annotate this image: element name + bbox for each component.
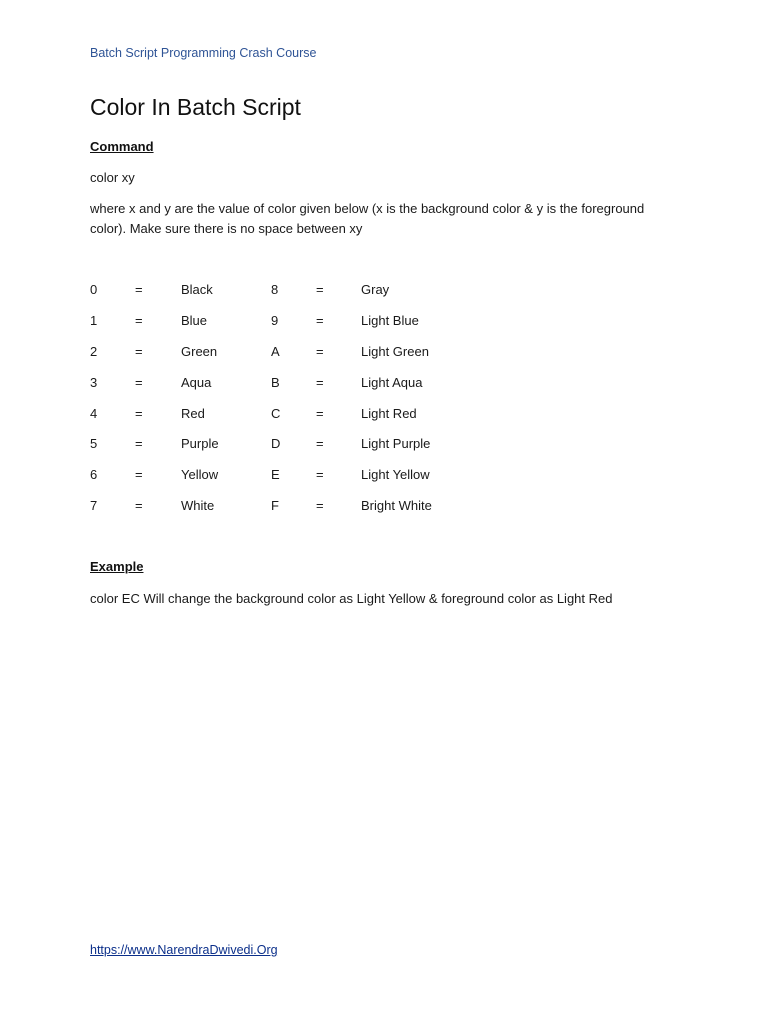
color-code: D bbox=[271, 436, 281, 452]
color-code: 2 bbox=[90, 343, 98, 359]
equals-sign: = bbox=[316, 343, 324, 359]
color-name: Light Aqua bbox=[361, 374, 423, 390]
color-code: 7 bbox=[90, 498, 98, 514]
equals-sign: = bbox=[135, 312, 143, 328]
page-title: Color In Batch Script bbox=[90, 94, 301, 120]
equals-sign: = bbox=[316, 405, 324, 421]
color-row bbox=[90, 404, 490, 435]
color-row bbox=[90, 496, 490, 527]
color-code: 5 bbox=[90, 436, 98, 452]
color-row bbox=[90, 280, 490, 311]
page-header: Batch Script Programming Crash Course bbox=[90, 46, 317, 60]
color-code: F bbox=[271, 498, 279, 514]
color-row bbox=[90, 373, 490, 404]
equals-sign: = bbox=[135, 374, 143, 390]
color-name: Light Purple bbox=[361, 436, 431, 452]
website-link[interactable]: https://www.NarendraDwivedi.Org bbox=[90, 943, 278, 957]
example-text: color EC Will change the background color as Light Yellow & foreground color as Light Red bbox=[90, 591, 613, 606]
color-code-table bbox=[90, 280, 490, 527]
color-name: Purple bbox=[181, 436, 219, 452]
command-syntax: color xy bbox=[90, 170, 135, 185]
color-code: E bbox=[271, 467, 280, 483]
equals-sign: = bbox=[135, 467, 143, 483]
color-code: 3 bbox=[90, 374, 98, 390]
color-code: 4 bbox=[90, 405, 98, 421]
color-row bbox=[90, 434, 490, 465]
color-row bbox=[90, 342, 490, 373]
equals-sign: = bbox=[135, 436, 143, 452]
color-row bbox=[90, 311, 490, 342]
color-name: Light Red bbox=[361, 405, 417, 421]
color-name: Green bbox=[181, 343, 218, 359]
color-code: B bbox=[271, 374, 280, 390]
equals-sign: = bbox=[135, 343, 143, 359]
color-name: Light Green bbox=[361, 343, 429, 359]
color-code: 6 bbox=[90, 467, 98, 483]
color-code: 1 bbox=[90, 312, 98, 328]
equals-sign: = bbox=[316, 467, 324, 483]
color-name: Red bbox=[181, 405, 205, 421]
equals-sign: = bbox=[316, 312, 324, 328]
color-row bbox=[90, 465, 490, 496]
equals-sign: = bbox=[316, 498, 324, 514]
color-name: Light Blue bbox=[361, 312, 419, 328]
color-name: Bright White bbox=[361, 498, 432, 514]
equals-sign: = bbox=[316, 436, 324, 452]
equals-sign: = bbox=[135, 498, 143, 514]
equals-sign: = bbox=[316, 374, 324, 390]
equals-sign: = bbox=[316, 282, 324, 297]
color-code: A bbox=[271, 343, 280, 359]
color-name: White bbox=[181, 498, 215, 514]
equals-sign: = bbox=[135, 405, 143, 421]
color-code: 0 bbox=[90, 282, 98, 297]
color-name: Blue bbox=[181, 312, 208, 328]
color-name: Light Yellow bbox=[361, 467, 430, 483]
color-code: C bbox=[271, 405, 281, 421]
color-code: 8 bbox=[271, 282, 279, 297]
command-description: where x and y are the value of color given below (x is the background color & y is the foreground color). Make sure there is no space between xy bbox=[90, 201, 645, 236]
color-name: Black bbox=[181, 282, 213, 297]
color-name: Yellow bbox=[181, 467, 219, 483]
color-name: Gray bbox=[361, 282, 390, 297]
color-name: Aqua bbox=[181, 374, 212, 390]
color-code: 9 bbox=[271, 312, 279, 328]
example-heading: Example bbox=[90, 559, 144, 574]
command-heading: Command bbox=[90, 139, 154, 154]
equals-sign: = bbox=[135, 282, 143, 297]
